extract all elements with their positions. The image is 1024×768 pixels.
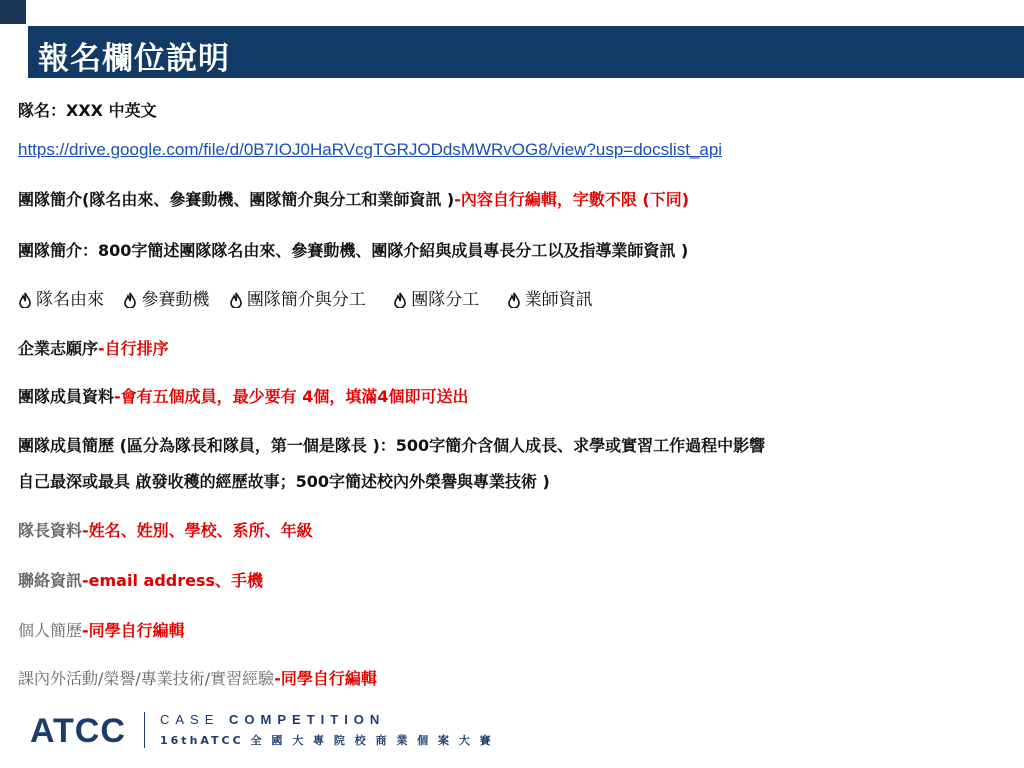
title-bar xyxy=(28,26,1024,78)
tag-item xyxy=(507,285,593,310)
personal-text: 個人簡歷 xyxy=(18,621,83,640)
footer-subtitle: 16thATCC 全 國 大 專 院 校 商 業 個 案 大 賽 xyxy=(160,734,494,747)
company-text: 企業志願序 xyxy=(18,339,99,358)
intro-line-b: 團隊簡介：800字簡述團隊隊名由來、參賽動機、團隊介紹與成員專長分工以及指導業師資訊 ) xyxy=(18,241,689,260)
resume-line-2: 自己最深或最具 啟發收穫的經歷故事；500字簡述校內外榮譽與專業技術 ) xyxy=(18,472,550,491)
team-name-line: 隊名：XXX 中英文 xyxy=(18,101,157,120)
leader-note: -姓名、姓別、學校、系所、年級 xyxy=(82,521,313,540)
leader-text: 隊長資料 xyxy=(18,521,83,540)
intro-a-note: -內容自行編輯，字數不限 (下同) xyxy=(454,190,690,209)
flame-icon xyxy=(229,292,243,308)
tag-row xyxy=(18,285,607,310)
flame-icon xyxy=(507,292,521,308)
contact-text: 聯絡資訊 xyxy=(18,571,83,590)
tag-label: 隊名由來 xyxy=(36,290,104,310)
footer-divider xyxy=(144,712,145,748)
members-text: 團隊成員資料 xyxy=(18,387,115,406)
intro-line-a xyxy=(18,187,689,210)
tag-label: 團隊分工 xyxy=(411,290,480,310)
activities-line xyxy=(18,666,377,689)
tag-item xyxy=(393,285,479,310)
leader-line xyxy=(18,518,313,541)
contact-line xyxy=(18,568,263,591)
flame-icon xyxy=(393,292,407,308)
footer-case: CASE xyxy=(160,712,220,727)
company-note: -自行排序 xyxy=(98,339,169,358)
tag-item xyxy=(229,285,366,310)
personal-line xyxy=(18,618,185,641)
company-line xyxy=(18,336,169,359)
activities-note: -同學自行編輯 xyxy=(274,669,377,688)
members-line xyxy=(18,384,469,407)
page-title: 報名欄位說明 xyxy=(38,41,230,77)
tag-item xyxy=(123,285,209,310)
activities-text: 課內外活動/榮譽/專業技術/實習經驗 xyxy=(18,669,275,688)
drive-link[interactable]: https://drive.google.com/file/d/0B7IOJ0HaRVcgTGRJODdsMWRvOG8/view?usp=docslist_api xyxy=(18,140,723,159)
footer-competition: COMPETITION xyxy=(229,712,386,727)
drive-link-line xyxy=(18,140,722,160)
tag-item xyxy=(18,285,104,310)
corner-accent xyxy=(0,0,26,24)
footer-case-competition xyxy=(160,712,385,727)
members-note: -會有五個成員，最少要有 4個，填滿4個即可送出 xyxy=(114,387,469,406)
contact-note: -email address、手機 xyxy=(82,571,264,590)
tag-label: 團隊簡介與分工 xyxy=(246,290,366,310)
atcc-logo: ATCC xyxy=(30,712,126,750)
flame-icon xyxy=(18,292,32,308)
personal-note: -同學自行編輯 xyxy=(82,621,185,640)
intro-a-text: 團隊簡介(隊名由來、參賽動機、團隊簡介與分工和業師資訊 ) xyxy=(18,190,455,209)
resume-line-1: 團隊成員簡歷 (區分為隊長和隊員，第一個是隊長 )：500字簡介含個人成長、求學或實習工作過程中影響 xyxy=(18,436,766,455)
tag-label: 業師資訊 xyxy=(524,290,593,310)
tag-label: 參賽動機 xyxy=(141,290,210,310)
flame-icon xyxy=(123,292,137,308)
